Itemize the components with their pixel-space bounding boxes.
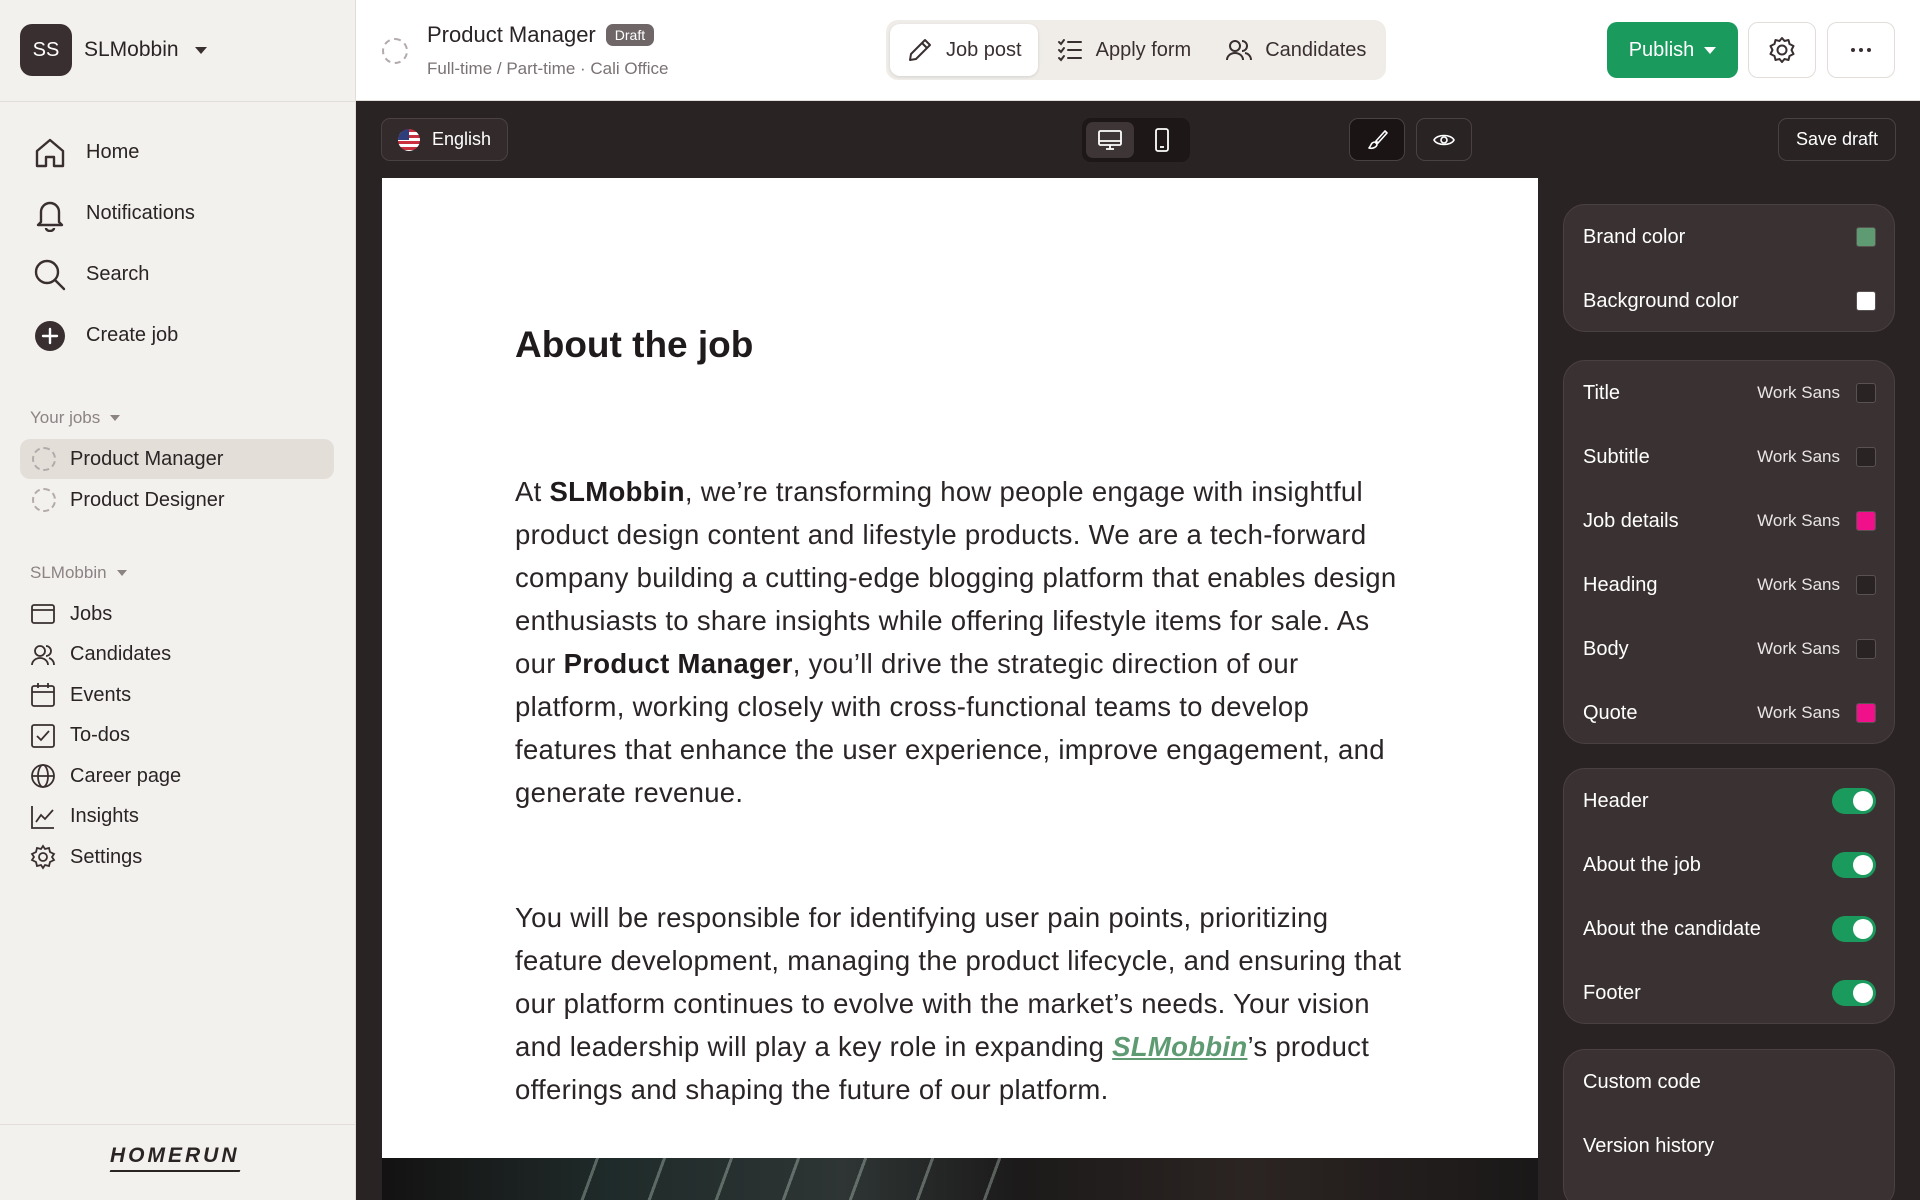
chevron-down-icon xyxy=(1704,47,1716,54)
homerun-logo: HOMERUN xyxy=(110,1144,240,1172)
section-toggle-about-job[interactable] xyxy=(1564,833,1894,897)
nav-career-page-label: Career page xyxy=(70,764,182,787)
pencil-icon xyxy=(906,36,934,64)
font-name: Work Sans xyxy=(1757,511,1840,530)
nav-notifications-label: Notifications xyxy=(86,202,195,224)
row-label: Background color xyxy=(1583,289,1739,312)
color-swatch[interactable] xyxy=(1856,511,1876,531)
search-icon xyxy=(32,257,68,293)
nav-todos-label: To-dos xyxy=(70,724,131,747)
brush-icon xyxy=(1366,129,1388,151)
company-name: SLMobbin xyxy=(549,476,685,507)
publish-button[interactable] xyxy=(1607,22,1738,78)
your-jobs-label: Your jobs xyxy=(30,408,101,427)
text-run: , we’re transforming how people engage with insightful product design content and lifestyle products. We are a tech-forward company building a cutting-edge blogging platform that enables design enthusiasts to share insights while offering lifestyle items for sale. As our xyxy=(515,476,1397,679)
home-icon xyxy=(32,135,68,171)
color-swatch[interactable] xyxy=(1856,575,1876,595)
colors-panel xyxy=(1563,204,1895,332)
font-row-title[interactable] xyxy=(1564,361,1894,425)
calendar-icon xyxy=(30,682,56,708)
tab-label: Job post xyxy=(946,38,1022,61)
color-swatch[interactable] xyxy=(1856,703,1876,723)
more-options-button[interactable] xyxy=(1827,22,1895,78)
chevron-down-icon xyxy=(195,47,207,54)
org-section-label: SLMobbin xyxy=(30,563,107,582)
role-name: Product Manager xyxy=(563,648,793,679)
draft-status-icon xyxy=(32,447,56,471)
tab-label: Candidates xyxy=(1265,38,1367,61)
nav-todos[interactable] xyxy=(20,716,336,757)
font-row-body[interactable] xyxy=(1564,617,1894,681)
background-color-row[interactable] xyxy=(1564,269,1894,333)
job-settings-button[interactable] xyxy=(1748,22,1816,78)
nav-insights-label: Insights xyxy=(70,805,139,828)
job-item-label: Product Designer xyxy=(70,488,225,511)
company-link[interactable]: SLMobbin xyxy=(1112,1031,1248,1062)
us-flag-icon xyxy=(398,129,420,151)
nav-jobs-label: Jobs xyxy=(70,602,113,625)
tab-candidates[interactable] xyxy=(1209,24,1382,76)
publish-label: Publish xyxy=(1628,38,1695,61)
chevron-down-icon xyxy=(110,415,120,421)
desktop-view-button[interactable] xyxy=(1086,122,1134,158)
workspace-switcher[interactable] xyxy=(20,24,207,76)
text-run: , you’ll drive the strategic direction of our platform, working closely with cross-functional teams to develop features that enhance the user experience, improve engagement, and generate revenue. xyxy=(515,648,1385,808)
editor-area xyxy=(356,101,1920,1200)
workspace-avatar: SS xyxy=(20,24,72,76)
main-nav xyxy=(20,122,336,366)
color-swatch[interactable] xyxy=(1856,227,1876,247)
desktop-icon xyxy=(1096,126,1124,154)
draft-status-icon xyxy=(382,38,408,64)
row-label: Version history xyxy=(1583,1134,1715,1157)
nav-home-label: Home xyxy=(86,141,140,163)
font-name: Work Sans xyxy=(1757,703,1840,722)
color-swatch[interactable] xyxy=(1856,291,1876,311)
jobs-icon xyxy=(30,601,56,627)
save-draft-button[interactable]: Save draft xyxy=(1778,118,1896,161)
gear-icon xyxy=(1767,35,1797,65)
text-run: At xyxy=(515,476,550,507)
nav-insights[interactable] xyxy=(20,797,336,838)
font-row-subtitle[interactable] xyxy=(1564,425,1894,489)
row-label: About the candidate xyxy=(1583,917,1761,940)
section-heading[interactable]: About the job xyxy=(515,324,754,365)
nav-create-job[interactable] xyxy=(20,305,336,366)
language-selector[interactable] xyxy=(381,118,508,161)
mobile-icon xyxy=(1148,126,1176,154)
color-swatch[interactable] xyxy=(1856,639,1876,659)
job-meta: Full-time / Part-time · Cali Office xyxy=(427,59,669,78)
nav-settings[interactable] xyxy=(20,837,336,878)
nav-candidates[interactable] xyxy=(20,635,336,676)
nav-candidates-label: Candidates xyxy=(70,643,172,666)
divider xyxy=(0,101,356,102)
users-icon xyxy=(30,642,56,668)
job-post-canvas[interactable] xyxy=(382,178,1538,1158)
job-item-product-designer[interactable] xyxy=(20,480,334,520)
draft-status-icon xyxy=(32,488,56,512)
job-item-label: Product Manager xyxy=(70,447,224,470)
toggle-switch[interactable] xyxy=(1832,980,1876,1006)
checkbox-icon xyxy=(30,723,56,749)
gear-icon xyxy=(30,844,56,870)
font-row-quote[interactable] xyxy=(1564,681,1894,745)
more-horizontal-icon xyxy=(1846,35,1876,65)
plus-circle-icon xyxy=(32,318,68,354)
toggle-switch[interactable] xyxy=(1832,916,1876,942)
users-icon xyxy=(1225,36,1253,64)
row-label: Title xyxy=(1583,381,1621,404)
nav-events-label: Events xyxy=(70,683,132,706)
text-run: ’s product offerings and shaping the future of our platform. xyxy=(515,1031,1370,1105)
checklist-icon xyxy=(1056,36,1084,64)
row-label: Body xyxy=(1583,637,1629,660)
font-name: Work Sans xyxy=(1757,383,1840,402)
row-label: Subtitle xyxy=(1583,445,1650,468)
nav-events[interactable] xyxy=(20,675,336,716)
device-toggle xyxy=(1082,118,1190,162)
nav-jobs[interactable] xyxy=(20,594,336,635)
row-label: Custom code xyxy=(1583,1070,1701,1093)
sidebar xyxy=(0,0,356,1200)
section-toggle-about-candidate[interactable] xyxy=(1564,897,1894,961)
editor-tabs xyxy=(886,20,1386,80)
globe-icon xyxy=(30,763,56,789)
org-section-header[interactable] xyxy=(30,563,127,583)
divider xyxy=(0,1124,356,1125)
nav-create-job-label: Create job xyxy=(86,324,179,346)
nav-career-page[interactable] xyxy=(20,756,336,797)
custom-code-row[interactable] xyxy=(1564,1050,1894,1114)
row-label: Footer xyxy=(1583,981,1641,1004)
mobile-view-button[interactable] xyxy=(1138,122,1186,158)
nav-search[interactable] xyxy=(20,244,336,305)
tab-label: Apply form xyxy=(1095,38,1192,61)
chevron-down-icon xyxy=(117,570,127,576)
eye-icon xyxy=(1433,129,1455,151)
row-label: About the job xyxy=(1583,853,1701,876)
font-name: Work Sans xyxy=(1757,575,1840,594)
about-paragraph-1[interactable] xyxy=(515,470,1415,814)
color-swatch[interactable] xyxy=(1856,383,1876,403)
row-label: Header xyxy=(1583,789,1649,812)
office-image xyxy=(382,1158,1538,1200)
section-toggle-header[interactable] xyxy=(1564,769,1894,833)
org-nav xyxy=(20,594,336,878)
toggle-switch[interactable] xyxy=(1832,788,1876,814)
row-label: Heading xyxy=(1583,573,1658,596)
font-row-job-details[interactable] xyxy=(1564,489,1894,553)
nav-home[interactable] xyxy=(20,122,336,183)
language-label: English xyxy=(432,129,492,149)
version-history-row[interactable] xyxy=(1564,1114,1894,1178)
nav-notifications[interactable] xyxy=(20,183,336,244)
job-title-row xyxy=(427,22,654,48)
top-bar xyxy=(356,0,1920,101)
text-run: You will be responsible for identifying user pain points, prioritizing feature development, managing the product lifecycle, and ensuring that our platform continues to evolve with the market’s needs. Your vision and leadership will play a key role in expanding xyxy=(515,902,1402,1062)
your-jobs-header[interactable] xyxy=(30,408,120,428)
font-name: Work Sans xyxy=(1757,447,1840,466)
tab-job-post[interactable] xyxy=(890,24,1038,76)
bell-icon xyxy=(32,196,68,232)
job-title: Product Manager xyxy=(427,22,596,47)
nav-settings-label: Settings xyxy=(70,845,143,868)
row-label: Job details xyxy=(1583,509,1679,532)
nav-search-label: Search xyxy=(86,263,150,285)
status-badge: Draft xyxy=(606,24,654,46)
tab-apply-form[interactable] xyxy=(1040,24,1208,76)
brand-color-row[interactable] xyxy=(1564,205,1894,269)
workspace-name: SLMobbin xyxy=(84,38,179,61)
typography-panel xyxy=(1563,360,1895,744)
row-label: Quote xyxy=(1583,701,1638,724)
section-toggle-footer[interactable] xyxy=(1564,961,1894,1025)
style-brush-button[interactable] xyxy=(1349,118,1405,161)
preview-button[interactable] xyxy=(1416,118,1472,161)
color-swatch[interactable] xyxy=(1856,447,1876,467)
sections-panel xyxy=(1563,768,1895,1024)
toggle-switch[interactable] xyxy=(1832,852,1876,878)
chart-icon xyxy=(30,804,56,830)
jobs-list xyxy=(20,439,334,521)
font-name: Work Sans xyxy=(1757,639,1840,658)
font-row-heading[interactable] xyxy=(1564,553,1894,617)
extras-panel xyxy=(1563,1049,1895,1200)
job-item-product-manager[interactable] xyxy=(20,439,334,479)
row-label: Brand color xyxy=(1583,225,1686,248)
about-paragraph-2[interactable] xyxy=(515,896,1415,1111)
